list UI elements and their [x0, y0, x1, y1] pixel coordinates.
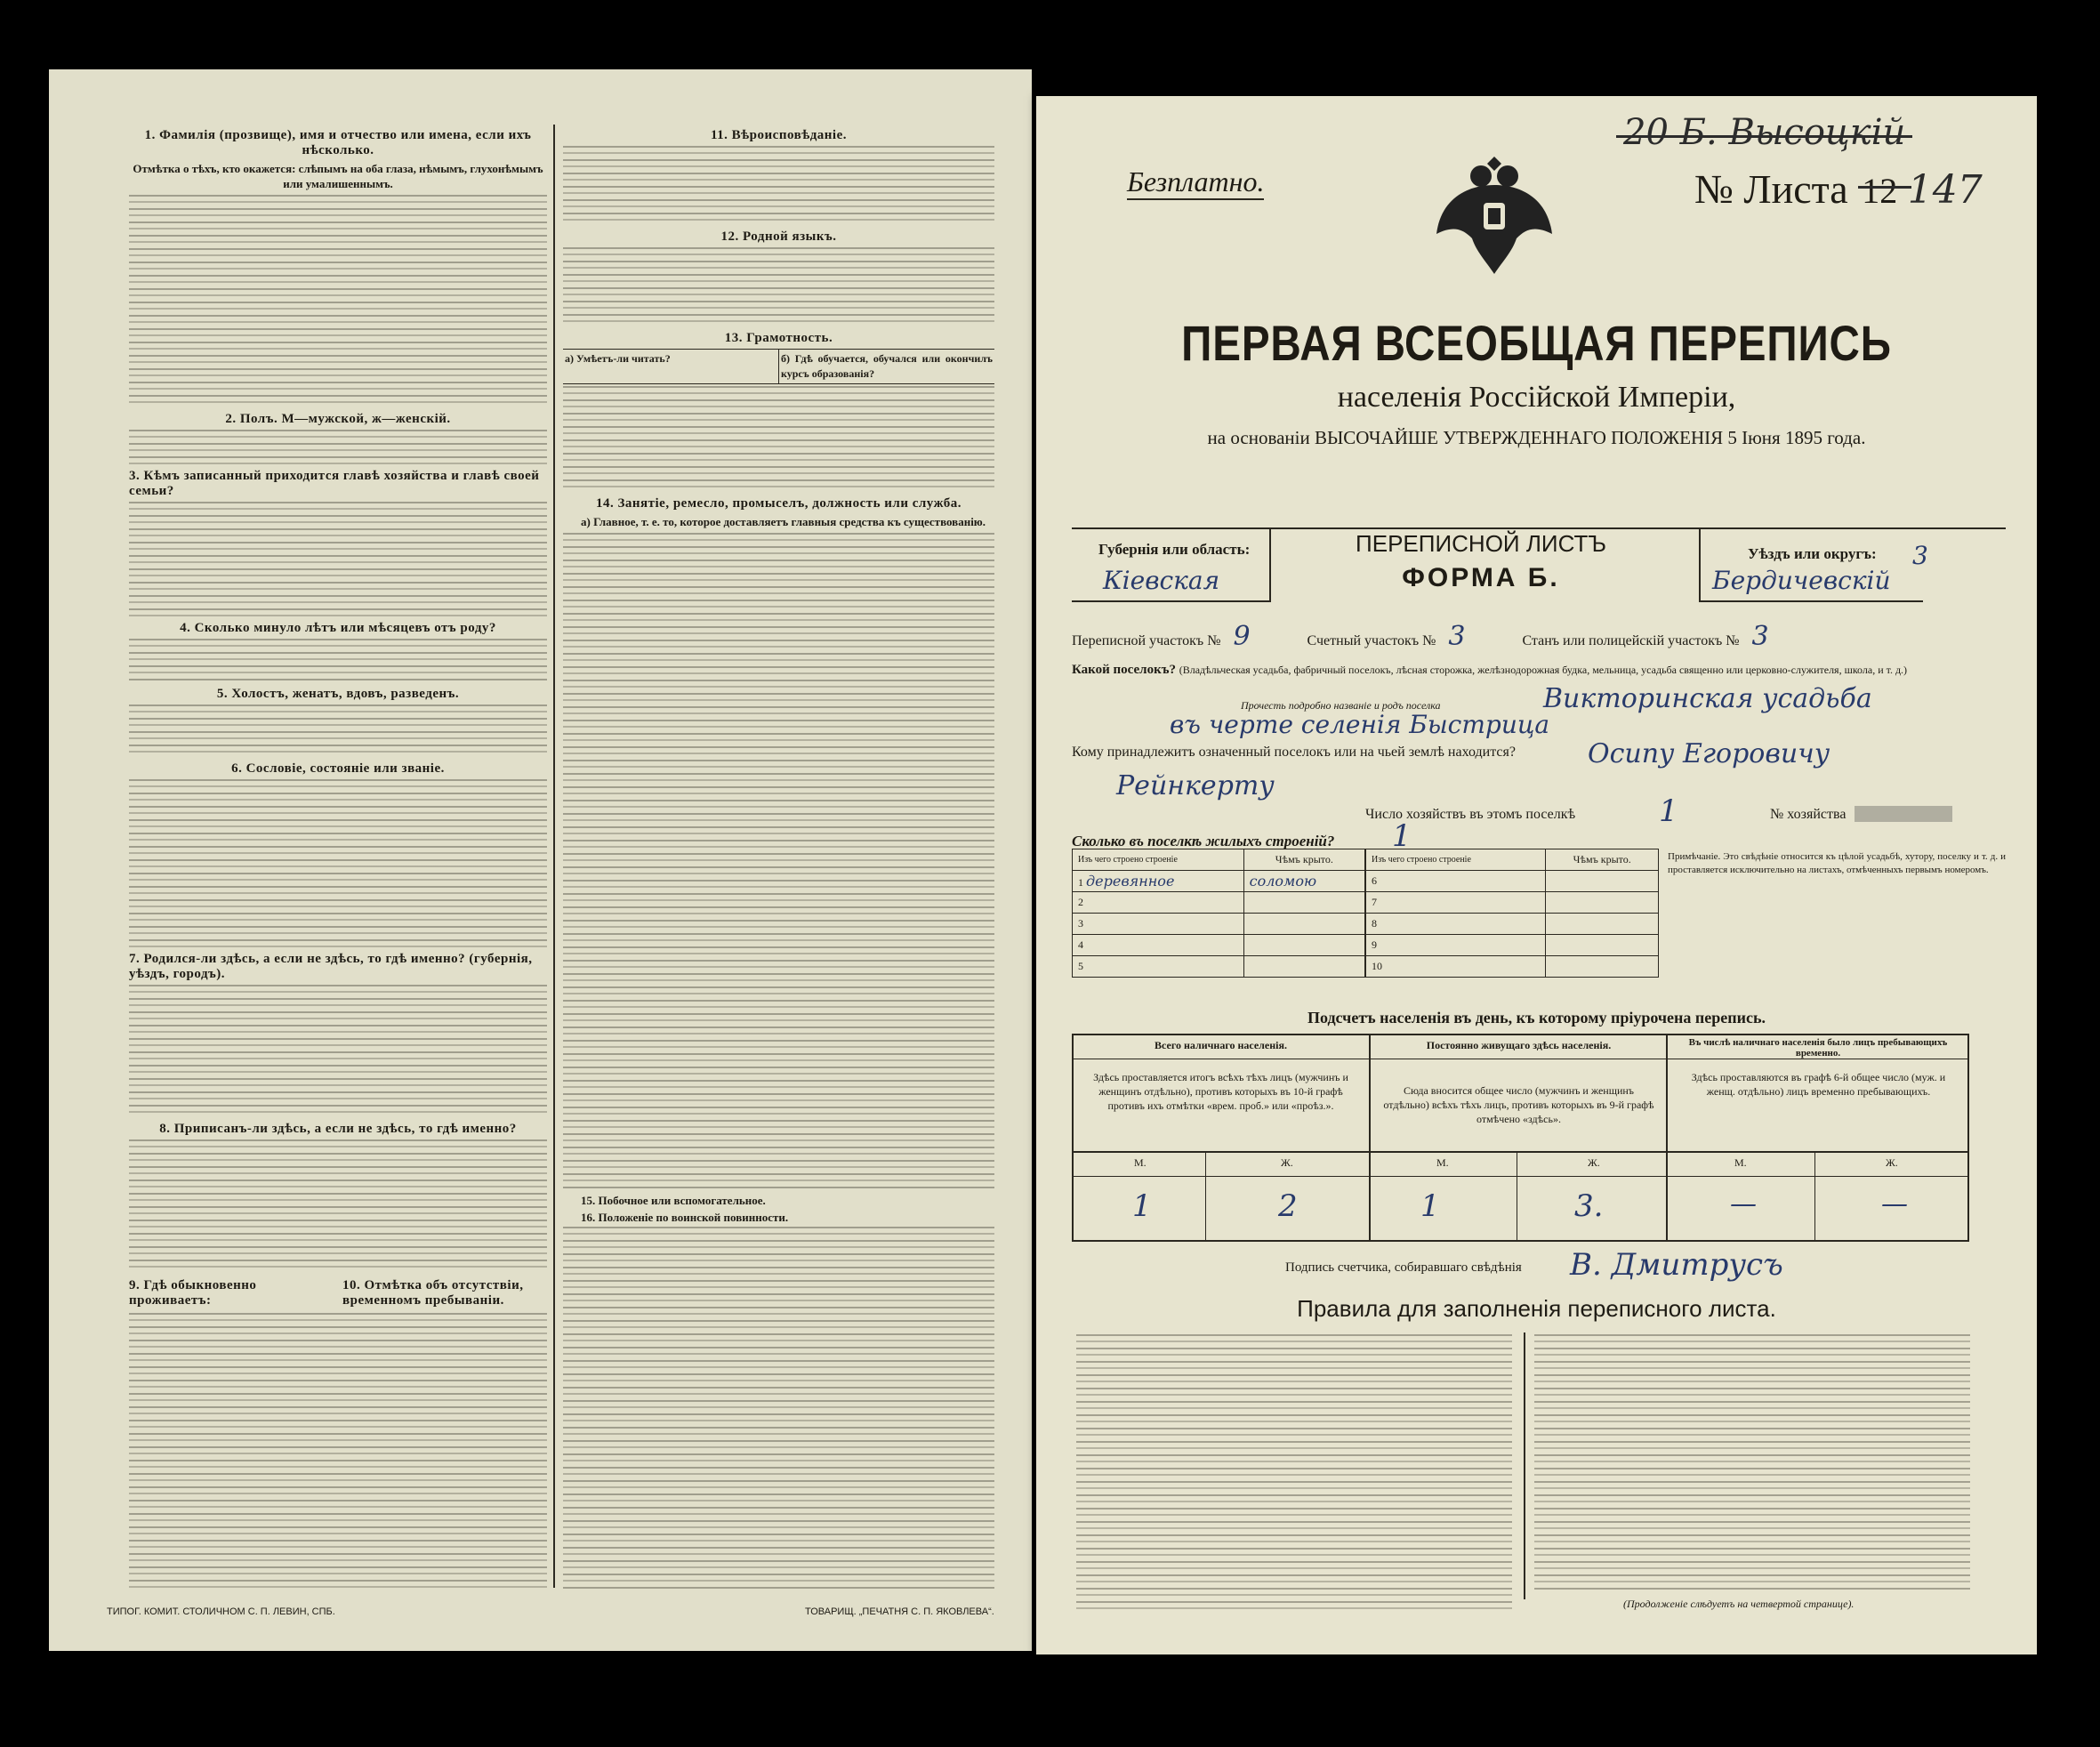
settlement-row: Какой поселокъ? (Владѣльческая усадьба, фабричный поселокъ, лѣсная сторожка, желѣзнодорожная будка, мельница, усадьба священно или церковно-служителя, школа, и т. д.) — [1072, 663, 1908, 677]
buildings-label: Сколько въ поселкѣ жилыхъ строеній? — [1072, 833, 1335, 849]
pop-value-5: — — [1730, 1188, 1757, 1220]
pop-vline-2 — [1666, 1034, 1668, 1242]
household-no-label: № хозяйства — [1770, 807, 1847, 822]
heading-q8: 8. Приписанъ-ли здѣсь, а если не здѣсь, то гдѣ именно? — [159, 1122, 517, 1136]
gubernia-value: Кіевская — [1103, 566, 1220, 595]
uezd-value: Бердичевскій — [1712, 566, 1891, 595]
filler-text — [129, 430, 547, 465]
filler-text — [129, 779, 547, 948]
pop-value-4: 3. — [1574, 1188, 1604, 1224]
form-name: ФОРМА Б. — [1402, 563, 1560, 592]
filler-text — [563, 386, 994, 493]
household-no-stamp — [1855, 806, 1952, 822]
heading-q10: 10. Отмѣтка объ отсутствіи, временномъ пребываніи. — [342, 1278, 524, 1308]
uezd-number: 3 — [1912, 541, 1928, 570]
district-row: Переписной участокъ № 9 Счетный участокъ № 3 Станъ или полицейскій участокъ № 3 — [1072, 621, 1769, 652]
right-page — [1036, 96, 2037, 1654]
left-page — [49, 69, 1032, 1651]
pop-hline-2 — [1072, 1151, 1969, 1153]
heading-q14: 14. Занятіе, ремесло, промыселъ, должность или служба. — [595, 496, 962, 511]
heading-q13: 13. Грамотность. — [724, 331, 833, 345]
filler-text — [129, 639, 547, 683]
uezd-label: Уѣздъ или округъ: — [1748, 545, 1877, 562]
heading-q11: 11. Вѣроисповѣданіе. — [711, 128, 847, 142]
pop-zh-1: Ж. — [1281, 1156, 1293, 1169]
rules-footer: (Продолженіе слѣдуетъ на четвертой странице). — [1623, 1598, 1855, 1610]
left-column-1 — [129, 125, 547, 1592]
printer-imprint-left: ТИПОГ. КОМИТ. СТОЛИЧНОМ С. П. ЛЕВИН, СПБ. — [107, 1606, 335, 1617]
pop-value-1: 1 — [1132, 1188, 1152, 1224]
heading-q12: 12. Родной языкъ. — [720, 229, 837, 244]
census-subtitle-2: на основаніи ВЫСОЧАЙШЕ УТВЕРЖДЕННАГО ПОЛОЖЕНІЯ 5 Іюня 1895 года. — [1207, 427, 1866, 448]
heading-q7: 7. Родился-ли здѣсь, а если не здѣсь, то гдѣ именно? (губернія, уѣздъ, городъ). — [129, 952, 533, 981]
column-divider — [553, 125, 555, 1588]
heading-q16: 16. Положеніе по воинской повинности. — [581, 1211, 789, 1224]
pop-vline-1 — [1369, 1034, 1371, 1242]
pop-m-2: М. — [1436, 1156, 1449, 1169]
census-title: ПЕРВАЯ ВСЕОБЩАЯ ПЕРЕПИСЬ — [1181, 315, 1892, 371]
imperial-eagle-icon — [1432, 149, 1557, 278]
heading-q1: 1. Фамилія (прозвище), имя и отчество или имена, если ихъ нѣсколько. — [144, 128, 532, 157]
heading-q15: 15. Побочное или вспомогательное. — [581, 1194, 766, 1207]
buildings-value: 1 — [1392, 818, 1412, 854]
left-column-2 — [563, 125, 994, 1592]
heading-q13a: а) Умѣетъ-ли читать? — [563, 350, 779, 383]
heading-q2: 2. Полъ. М—мужской, ж—женскій. — [225, 412, 451, 426]
signature-label: Подпись счетчика, собиравшаго свѣдѣнія — [1285, 1260, 1522, 1275]
filler-text — [129, 502, 547, 617]
printer-imprint-right: ТОВАРИЩ. „ПЕЧАТНЯ С. П. ЯКОВЛЕВА“. — [805, 1606, 994, 1617]
heading-q14a: а) Главное, т. е. то, которое доставляетъ главныя средства къ существованію. — [581, 515, 986, 528]
census-subtitle: населенія Россійской Имперіи, — [1337, 381, 1736, 414]
heading-q3: 3. Кѣмъ записанный приходится главѣ хозяйства и главѣ своей семьи? — [129, 469, 540, 498]
pop-value-3: 1 — [1420, 1188, 1440, 1224]
buildings-note: Примѣчаніе. Это свѣдѣніе относится къ цѣлой усадьбѣ, хутору, поселку и т. д. и проставляется исключительно на листахъ, отмѣченныхъ первымъ номеромъ. — [1668, 851, 2006, 875]
filler-text — [563, 1227, 994, 1592]
owner-value: Осипу Егоровичу — [1588, 738, 1830, 769]
population-title: Подсчетъ населенія въ день, къ которому пріурочена перепись. — [1307, 1009, 1766, 1026]
heading-q4: 4. Сколько минуло лѣтъ или мѣсяцевъ отъ роду? — [180, 621, 496, 635]
owner-label: Кому принадлежитъ означенный поселокъ или на чьей землѣ находится? — [1072, 745, 1516, 760]
filler-text — [563, 247, 994, 327]
households-label: Число хозяйствъ въ этомъ поселкѣ — [1365, 807, 1576, 822]
owner-value-2: Рейнкерту — [1116, 770, 1275, 801]
rules-column-right — [1534, 1334, 1970, 1592]
pop-header-1: Всего наличнаго населенія. — [1155, 1039, 1287, 1051]
rules-column-left — [1076, 1334, 1512, 1610]
rules-title: Правила для заполненія переписного листа. — [1297, 1295, 1776, 1322]
pop-vline-m1 — [1205, 1151, 1206, 1240]
form-title: ПЕРЕПИСНОЙ ЛИСТЪ — [1356, 530, 1606, 557]
population-table — [1072, 1034, 1969, 1242]
filler-text — [129, 1313, 547, 1592]
heading-q6: 6. Сословіе, состояніе или званіе. — [231, 761, 445, 776]
pop-vline-m3 — [1814, 1151, 1815, 1240]
settlement-value-2: въ черте селенія Быстрица — [1170, 710, 1550, 739]
filler-text — [129, 704, 547, 758]
pop-hline-3 — [1072, 1176, 1969, 1177]
pop-zh-3: Ж. — [1886, 1156, 1898, 1169]
pop-header-3: Въ числѣ наличнаго населенія было лицъ пребывающихъ временно. — [1688, 1037, 1948, 1059]
pop-m-3: М. — [1734, 1156, 1747, 1169]
heading-q13b: б) Гдѣ обучается, обучался или окончилъ курсъ образованія? — [781, 352, 993, 380]
filler-text — [563, 146, 994, 226]
filler-text — [129, 985, 547, 1118]
pop-m-1: М. — [1134, 1156, 1147, 1169]
settlement-hint-2: Прочесть подробно названіе и родъ поселка — [1241, 699, 1441, 712]
filler-text — [129, 195, 547, 408]
filler-text — [563, 533, 994, 1191]
signature-value: В. Дмитрусъ — [1570, 1247, 1783, 1283]
pop-zh-2: Ж. — [1588, 1156, 1600, 1169]
households-value: 1 — [1659, 793, 1678, 829]
pop-desc-2: Сюда вносится общее число (мужчинъ и женщинъ отдѣльно) всѣхъ тѣхъ лицъ, противъ которыхъ въ 9-й графѣ отмѣчено «здѣсь». — [1383, 1084, 1654, 1125]
settlement-value: Викторинская усадьба — [1543, 683, 1872, 714]
free-label: Безплатно. — [1127, 165, 1264, 200]
crossed-stamp: 20 Б. Высоцкій — [1623, 112, 1905, 153]
note-q1: Отмѣтка о тѣхъ, кто окажется: слѣпымъ на оба глаза, нѣмымъ, глухонѣмымъ или умалишеннымъ. — [133, 162, 543, 190]
gubernia-label: Губернія или область: — [1098, 541, 1251, 558]
pop-desc-1: Здѣсь проставляется итогъ всѣхъ тѣхъ лицъ (мужчинъ и женщинъ отдѣльно), противъ которыхъ въ 10-й графѣ противъ ихъ отмѣтки «врем. проб.» или «проѣз.». — [1093, 1071, 1348, 1112]
filler-text — [129, 1139, 547, 1273]
pop-header-2: Постоянно живущаго здѣсь населенія. — [1426, 1039, 1612, 1051]
sheet-number: № Листа 12 147 — [1694, 166, 1983, 213]
pop-value-2: 2 — [1278, 1188, 1298, 1224]
pop-value-6: — — [1881, 1188, 1908, 1220]
rules-divider — [1524, 1332, 1525, 1599]
heading-q5: 5. Холостъ, женатъ, вдовъ, разведенъ. — [216, 687, 460, 701]
buildings-table-left: Изъ чего строено строеніе Чѣмъ крыто. 1 деревянное соломою 2 3 4 5 — [1072, 849, 1365, 978]
buildings-table-right: Изъ чего строено строеніе Чѣмъ крыто. 6 7 8 9 10 — [1365, 849, 1659, 978]
pop-desc-3: Здѣсь проставляются въ графѣ 6-й общее число (муж. и женщ. отдѣльно) лицъ временно пребывающихъ. — [1691, 1071, 1946, 1098]
heading-q9: 9. Гдѣ обыкновенно проживаетъ: — [129, 1278, 257, 1308]
